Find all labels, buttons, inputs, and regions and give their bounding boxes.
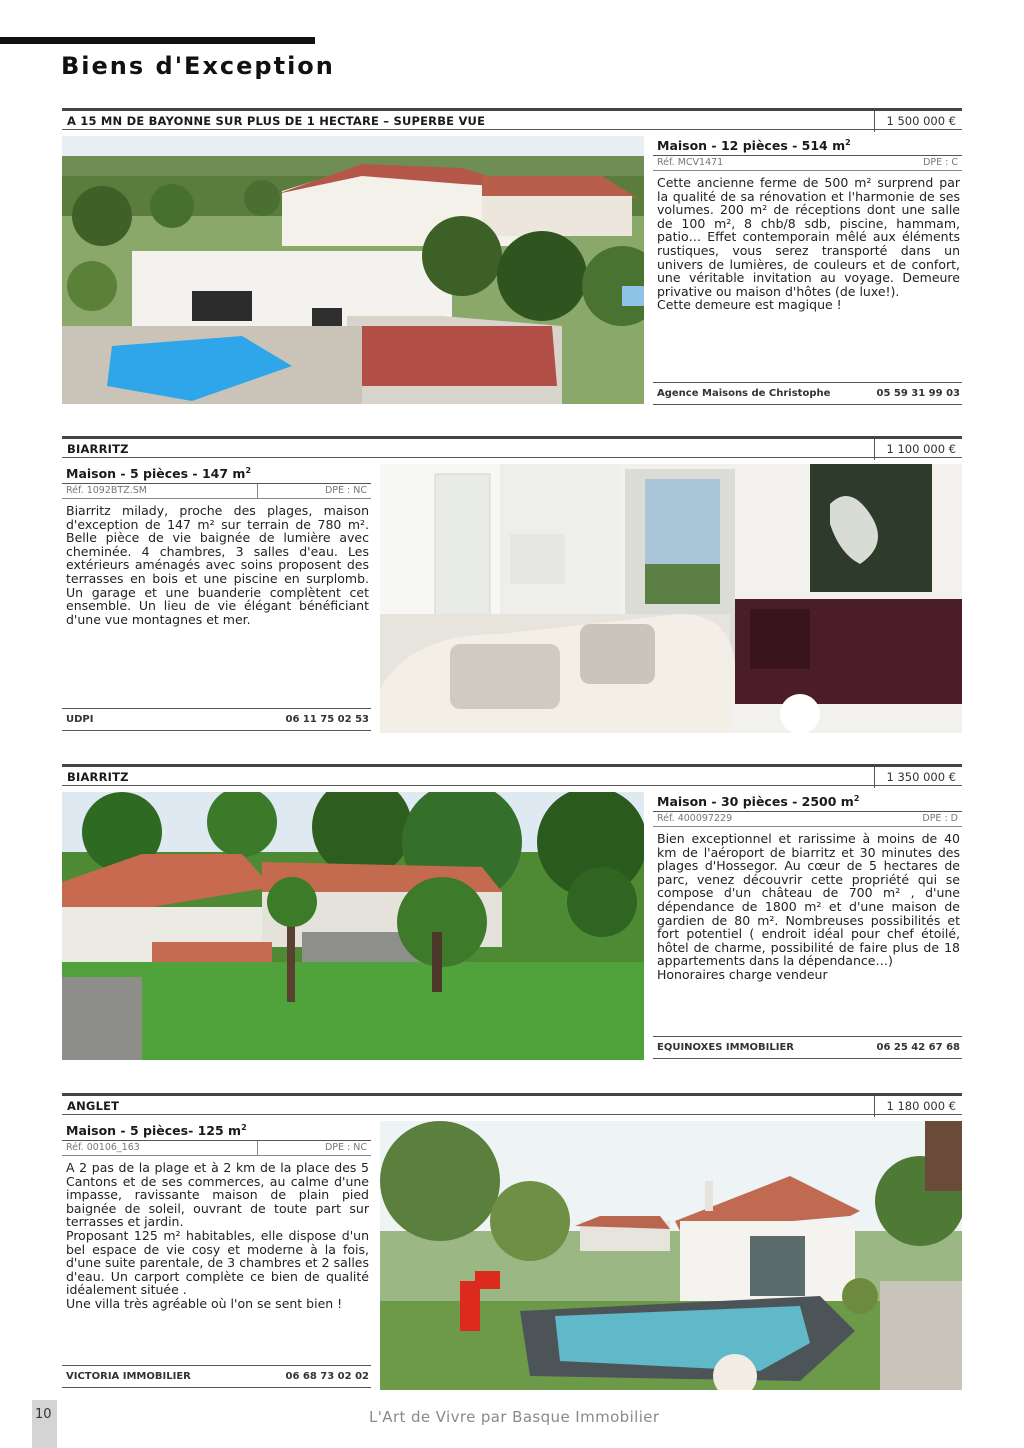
description-paragraph: A 2 pas de la plage et à 2 km de la place des 5 Cantons et de ses commerces, au calme d'une impasse, ravissante maison de plain pied baignée de soleil, ouvrant de toute part sur terrasses et jardin. [66, 1160, 369, 1230]
listing-header [62, 436, 962, 458]
description-paragraph: Cette demeure est magique ! [657, 297, 842, 313]
listing-dpe: DPE : NC [324, 1142, 367, 1153]
listing-description [66, 504, 369, 626]
page-title: Biens d'Exception [61, 52, 335, 80]
listing-type: Maison - 12 pièces - 514 $m^2$ [653, 136, 962, 156]
property-photo [62, 792, 644, 1060]
listing-description [657, 832, 960, 982]
agency-phone: 05 59 31 99 03 [876, 388, 960, 399]
agency-row [653, 382, 962, 405]
reference-row [653, 812, 962, 827]
agency-name: UDPI [66, 714, 94, 725]
listing-reference: Réf. 1092BTZ.SM [66, 485, 147, 496]
listing-location: ANGLET [67, 1099, 120, 1113]
agency-name: VICTORIA IMMOBILIER [66, 1371, 191, 1382]
description-paragraph: Proposant 125 m² habitables, elle dispose d'un bel espace de vie cosy et moderne à la fois, d'une suite parentale, de 3 chambres et 2 salles d'eau. Un carport complète ce bien de qualité idéalement située . [66, 1227, 369, 1298]
agency-name: Agence Maisons de Christophe [657, 388, 831, 399]
listing-reference: Réf. 00106_163 [66, 1142, 140, 1153]
listing-header [62, 1093, 962, 1115]
agency-row [62, 708, 371, 731]
listing-card [62, 108, 962, 406]
description-paragraph: Cette ancienne ferme de 500 m² surprend par la qualité de sa rénovation et l'harmonie de ses volumes. 200 m² de réceptions dont une salle de 100 m², 8 chb/8 sdb, piscine, hammam, patio… Effet contemporain mêlé aux éléments rustiques, vous serez transporté dans un univers de lumières, de couleurs et de confort, une véritable invitation au voyage. Demeure privative ou maison d'hôtes (de luxe!). [657, 175, 960, 299]
listing-reference: Réf. MCV1471 [657, 157, 724, 168]
listing-reference: Réf. 400097229 [657, 813, 733, 824]
listing-description [657, 176, 960, 312]
listing-price: 1 350 000 € [874, 767, 962, 788]
listing-dpe: DPE : NC [324, 485, 367, 496]
description-paragraph: Une villa très agréable où l'on se sent bien ! [66, 1295, 343, 1311]
listing-card [62, 436, 962, 734]
listing-info [62, 464, 371, 734]
agency-row [653, 1036, 962, 1059]
listing-location: BIARRITZ [67, 770, 129, 784]
description-paragraph: Bien exceptionnel et rarissime à moins de 40 km de l'aéroport de biarritz et 30 minutes des plages d'Hossegor. Au cœur de 5 hectares de parc, venez découvrir cette propriété qui se compose d'un château de 700 m² , d'une dépendance de 1800 m² et d'une maison de gardien de 80 m². Nombreuses possibilités et fort potentiel ( endroit idéal pour chef étoilé, hôtel de charme, possibilité de faire plus de 18 appartements dans la dépendance…) [657, 831, 960, 969]
listing-description [66, 1161, 369, 1311]
description-paragraph: Honoraires charge vendeur [657, 966, 828, 982]
listing-header [62, 764, 962, 786]
listing-info [653, 792, 962, 1062]
agency-phone: 06 68 73 02 02 [285, 1371, 369, 1382]
reference-row [653, 156, 962, 171]
listing-location: BIARRITZ [67, 442, 129, 456]
listing-dpe: DPE : D [922, 813, 958, 824]
reference-divider [257, 1141, 258, 1156]
listing-price: 1 180 000 € [874, 1096, 962, 1117]
reference-divider [257, 484, 258, 499]
agency-phone: 06 11 75 02 53 [285, 714, 369, 725]
top-accent-bar [0, 37, 315, 44]
listing-location: A 15 MN DE BAYONNE SUR PLUS DE 1 HECTARE – SUPERBE VUE [67, 114, 486, 128]
property-photo [62, 136, 644, 404]
agency-name: EQUINOXES IMMOBILIER [657, 1042, 795, 1053]
page-number: 10 [35, 1407, 52, 1422]
agency-phone: 06 25 42 67 68 [876, 1042, 960, 1053]
listing-type: Maison - 30 pièces - 2500 $m^2$ [653, 792, 962, 812]
reference-row [62, 484, 371, 499]
listing-dpe: DPE : C [923, 157, 958, 168]
reference-row [62, 1141, 371, 1156]
listing-price: 1 500 000 € [874, 111, 962, 132]
footer-text: L'Art de Vivre par Basque Immobilier [369, 1408, 660, 1426]
property-photo [380, 1121, 962, 1390]
listing-card [62, 764, 962, 1062]
property-photo [380, 464, 962, 733]
listing-price: 1 100 000 € [874, 439, 962, 460]
description-paragraph: Biarritz milady, proche des plages, maison d'exception de 147 m² sur terrain de 780 m². Belle pièce de vie baignée de lumière avec cheminée. 4 chambres, 3 salles d'eau. Les extérieurs aménagés avec soins proposent des terrasses en bois et une piscine en surplomb. Un garage et une buanderie complètent cet ensemble. Un lieu de vie élégant bénéficiant d'une vue montagnes et mer. [66, 503, 369, 627]
agency-row [62, 1365, 371, 1388]
listing-header [62, 108, 962, 130]
listing-type: Maison - 5 pièces- 125 $m^2$ [62, 1121, 371, 1141]
listing-info [653, 136, 962, 406]
listing-card [62, 1093, 962, 1391]
listing-info [62, 1121, 371, 1391]
listing-type: Maison - 5 pièces - 147 $m^2$ [62, 464, 371, 484]
